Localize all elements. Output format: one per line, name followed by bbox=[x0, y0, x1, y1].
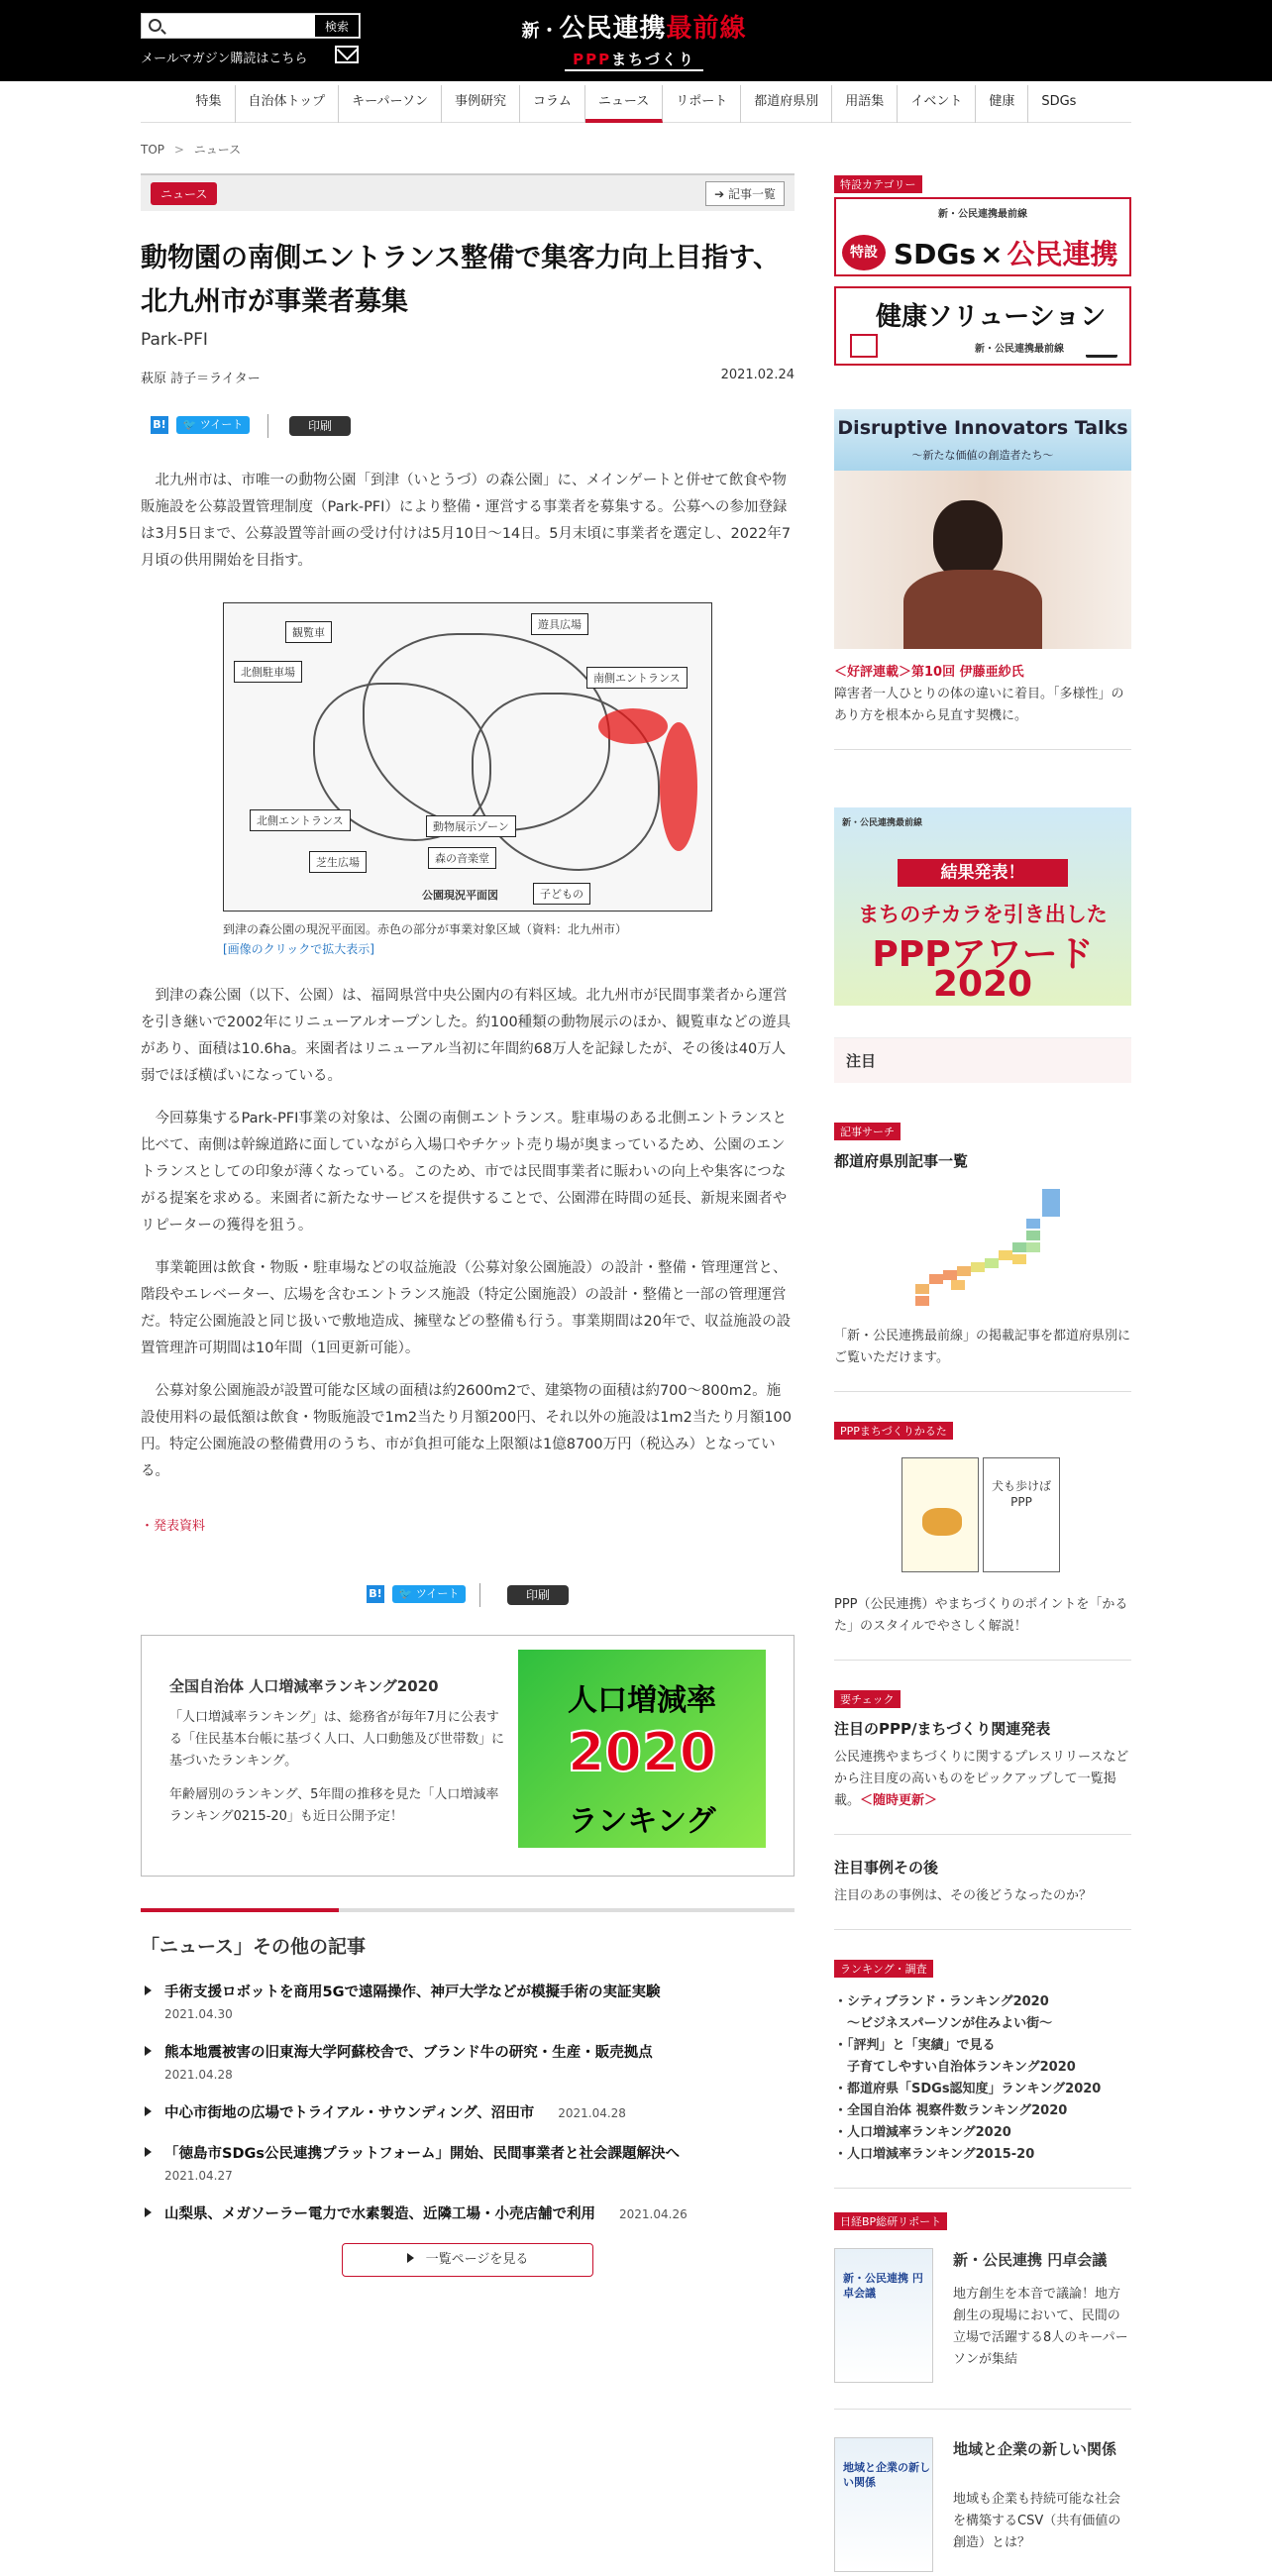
map-label: 森の音楽堂 bbox=[428, 847, 496, 869]
map-label: 芝生広場 bbox=[309, 851, 367, 873]
map-label: 子どもの bbox=[533, 883, 590, 905]
map-label: 南側エントランス bbox=[586, 667, 688, 689]
report-title[interactable]: 地域と企業の新しい関係 bbox=[953, 2440, 1117, 2458]
divider bbox=[834, 1660, 1131, 1661]
target-area-highlight bbox=[598, 708, 668, 744]
nav-item-jichitai[interactable]: 自治体トップ bbox=[236, 85, 340, 123]
ranking-item[interactable]: ・人口増減率ランキング2020 bbox=[834, 2125, 1011, 2140]
tokusetsu-badge: 特設 bbox=[842, 235, 886, 270]
divider bbox=[834, 2409, 1131, 2410]
map-heading: 公園現況平面図 bbox=[422, 889, 498, 902]
map-label: 北側エントランス bbox=[250, 809, 351, 831]
park-map-image[interactable] bbox=[223, 602, 712, 912]
news-title[interactable]: 山梨県、メガソーラー電力で水素製造、近隣工場・小売店舗で利用 bbox=[164, 2206, 595, 2222]
dit-subtitle: 〜新たな価値の創造者たち〜 bbox=[911, 449, 1054, 462]
article-title: 動物園の南側エントランス整備で集客力向上目指す、北九州市が事業者募集 bbox=[141, 243, 781, 317]
karuta-desc: PPP（公民連携）やまちづくりのポイントを「かるた」のスタイルでやさしく解説！ bbox=[834, 1597, 1128, 1634]
category-badge[interactable]: ニュース bbox=[151, 182, 217, 205]
share-bar-bottom bbox=[141, 1583, 795, 1607]
article-paragraph-5: 公募対象公園施設が設置可能な区域の面積は約2600m2で、建築物の面積は約700〜800m2。施設使用料の最低額は飲食・物販施設で1m2当たり月額200円、それ以外の施設は1m2当たり月額100円。特定公園施設の整備費用のうち、市が負担可能な上限額は1億8700万円（税込み）となっている。 bbox=[141, 1383, 792, 1479]
report-desc: 地方創生を本音で議論！地方創生の現場において、民間の立場で活躍する8人のキーパーソンが集結 bbox=[953, 2287, 1128, 2367]
ranking-item[interactable]: ・シティブランド・ランキング2020 bbox=[834, 1994, 1049, 2009]
news-date: 2021.04.28 bbox=[558, 2106, 626, 2120]
tweet-label: ツイート bbox=[415, 1587, 460, 1600]
news-date: 2021.04.30 bbox=[164, 2007, 233, 2021]
breadcrumb bbox=[141, 141, 241, 158]
tweet-label: ツイート bbox=[199, 418, 244, 431]
article-main bbox=[141, 173, 795, 2277]
divider bbox=[834, 1929, 1131, 1930]
logo-ppp: PPP bbox=[573, 51, 612, 68]
breadcrumb-current: ニュース bbox=[193, 143, 242, 157]
nav-item-health[interactable]: 健康 bbox=[976, 85, 1028, 123]
promo-title: 全国自治体 人口増減率ランキング2020 bbox=[169, 1677, 439, 1695]
ppp-label: 公民連携 bbox=[1007, 238, 1118, 270]
award-text-b: PPPアワード bbox=[872, 934, 1094, 975]
ranking-badge: ランキング・調査 bbox=[834, 1960, 933, 1978]
article-list-label: 記事一覧 bbox=[727, 187, 776, 201]
author: 萩原 詩子＝ライター bbox=[141, 372, 261, 386]
other-articles-list bbox=[141, 1981, 795, 2223]
nav-item-event[interactable]: イベント bbox=[898, 85, 976, 123]
health-label: 健康 bbox=[876, 302, 928, 332]
promo-image-text-c: ランキング bbox=[568, 1804, 716, 1839]
article-list-button[interactable]: ➔ 記事一覧 bbox=[705, 181, 785, 206]
map-label: 観覧車 bbox=[285, 621, 332, 643]
nav-item-glossary[interactable]: 用語集 bbox=[832, 85, 898, 123]
news-item[interactable] bbox=[141, 2041, 795, 2082]
sidebar bbox=[834, 173, 1131, 2576]
sdgs-banner[interactable] bbox=[834, 197, 1131, 276]
prefecture-section bbox=[834, 1121, 1131, 1369]
dit-banner[interactable] bbox=[834, 409, 1131, 471]
tweet-button[interactable]: 🐦 ツイート bbox=[392, 1585, 466, 1603]
karuta-image[interactable] bbox=[901, 1457, 1064, 1586]
sonogo-title[interactable]: 注目事例その後 bbox=[834, 1859, 939, 1877]
ranking-item[interactable]: 〜ビジネスパーソンが住みよい街〜 bbox=[834, 2016, 1053, 2031]
check-desc: 公民連携やまちづくりに関するプレスリリースなどから注目度の高いものをピックアップして一覧掲載。 bbox=[834, 1750, 1129, 1808]
mail-icon[interactable] bbox=[335, 46, 359, 63]
health-solution-banner[interactable] bbox=[834, 286, 1131, 366]
news-item[interactable] bbox=[141, 2101, 795, 2122]
news-date: 2021.04.28 bbox=[164, 2068, 233, 2082]
logo-machi: まちづくり bbox=[611, 51, 695, 68]
nav-item-news[interactable]: ニュース bbox=[585, 85, 663, 123]
map-label: 動物展示ゾーン bbox=[426, 815, 516, 837]
check-title[interactable]: 注目のPPP/まちづくり関連発表 bbox=[834, 1720, 1051, 1738]
report-cover[interactable] bbox=[834, 2437, 933, 2572]
section-divider bbox=[141, 1908, 795, 1912]
divider bbox=[834, 1391, 1131, 1392]
prefecture-title[interactable]: 都道府県別記事一覧 bbox=[834, 1152, 969, 1170]
report-item[interactable] bbox=[834, 2437, 1131, 2576]
dit-title: Disruptive Innovators Talks bbox=[837, 417, 1128, 439]
image-caption bbox=[223, 919, 712, 959]
print-button[interactable]: 印刷 bbox=[507, 1585, 569, 1605]
check-update: ＜随時更新＞ bbox=[860, 1793, 938, 1808]
sonogo-desc: 注目のあの事例は、その後どうなったのか？ bbox=[834, 1888, 1093, 1903]
divider bbox=[834, 2188, 1131, 2189]
search-icon bbox=[149, 19, 161, 32]
enlarge-image-link[interactable]: [画像のクリックで拡大表示] bbox=[223, 942, 374, 956]
article-date: 2021.02.24 bbox=[720, 368, 795, 382]
report-section bbox=[834, 2210, 1131, 2576]
award-ribbon: 結果発表！ bbox=[898, 859, 1068, 887]
cover-title: 新・公民連携 円卓会議 bbox=[843, 2272, 923, 2300]
ranking-item[interactable]: ・「評判」と「実績」で見る bbox=[834, 2038, 996, 2053]
special-category-badge: 特設カテゴリー bbox=[834, 175, 922, 193]
sonogo-section bbox=[834, 1857, 1131, 1907]
map-label: 北側駐車場 bbox=[234, 661, 302, 683]
news-title[interactable]: 「徳島市SDGs公民連携プラットフォーム」開始、民間事業者と社会課題解決へ bbox=[164, 2146, 681, 2162]
dit-description: 障害者一人ひとりの体の違いに着目。「多様性」のあり方を根本から見直す契機に。 bbox=[834, 687, 1124, 723]
article-paragraph-4: 事業範囲は飲食・物販・駐車場などの収益施設（公募対象公園施設）の設計・整備・管理運営と、階段やエレベーター、広場を含むエントランス施設（特定公園施設）の設計・整備と一部の管理運営だ。特定公園施設と同じ扱いで敷地造成、擁壁などの整備も行う。事業期間は20年で、収益施設の設置管理許可期間は10年間（1回更新可能）。 bbox=[141, 1260, 792, 1356]
report-title[interactable]: 新・公民連携 円卓会議 bbox=[953, 2251, 1108, 2269]
karuta-picture-card bbox=[901, 1457, 979, 1572]
search-input[interactable] bbox=[141, 13, 361, 39]
press-release-link[interactable]: ・発表資料 bbox=[141, 1519, 206, 1534]
dog-icon bbox=[922, 1508, 962, 1536]
karuta-badge: PPPまちづくりかるた bbox=[834, 1422, 953, 1440]
news-item[interactable] bbox=[141, 2202, 795, 2223]
dit-episode: 第10回 伊藤亜紗氏 bbox=[911, 665, 1024, 680]
logo-prefix: 新・ bbox=[521, 21, 560, 42]
ranking-item[interactable]: ・人口増減率ランキング2015-20 bbox=[834, 2147, 1035, 2162]
ranking-promo[interactable] bbox=[141, 1635, 795, 1877]
cover-title: 地域と企業の新しい関係 bbox=[843, 2461, 930, 2489]
chumoku-heading: 注目 bbox=[834, 1037, 1131, 1083]
karuta-text-card: 犬も歩けばPPP bbox=[983, 1457, 1060, 1572]
category-bar bbox=[141, 173, 795, 211]
report-desc: 地域も企業も持続可能な社会を構築するCSV（共有価値の創造）とは？ bbox=[953, 2492, 1121, 2550]
promo-text-1: 「人口増減率ランキング」は、総務省が毎年7月に公表する「住民基本台帳に基づく人口、人口動態及び世帯数」に基づいたランキング。 bbox=[169, 1710, 505, 1769]
article-paragraph-1: 北九州市は、市唯一の動物公園「到津（いとうづ）の森公園」に、メインゲートと併せて飲食や物販施設を公募設置管理制度（Park-PFI）により整備・運営する事業者を募集する。公募への参加登録は3月5日まで、公募設置等計画の受け付けは5月10日〜14日。5月末頃に事業者を選定し、2022年7月頃の供用開始を目指す。 bbox=[141, 473, 792, 569]
prefecture-desc: 「新・公民連携最前線」の掲載記事を都道府県別にご覧いただけます。 bbox=[834, 1329, 1131, 1365]
nav-item-column[interactable]: コラム bbox=[520, 85, 585, 123]
hatena-bookmark-button[interactable]: B! bbox=[151, 416, 168, 434]
banner-small-logo: 新・公民連携最前線 bbox=[975, 344, 1064, 355]
first-aid-icon bbox=[850, 334, 878, 358]
hatena-bookmark-button[interactable]: B! bbox=[367, 1585, 384, 1603]
ranking-section bbox=[834, 1958, 1131, 2166]
breadcrumb-sep: > bbox=[173, 143, 184, 157]
ranking-list bbox=[834, 1991, 1131, 2166]
promo-text-2: 年齢層別のランキング、5年間の推移を見た「人口増減率ランキング0215-20」も近日公開予定！ bbox=[169, 1787, 499, 1824]
japan-map-icon[interactable] bbox=[903, 1189, 1062, 1318]
article-paragraph-2: 到津の森公園（以下、公園）は、福岡県営中央公園内の有料区域。北九州市が民間事業者から運営を引き継いで2002年にリニューアルオープンした。約100種類の動物展示のほか、観覧車などの遊具があり、面積は10.6ha。来園者はリニューアル当初に年間約68万人を記録したが、その後は40万人弱でほぼ横ばいになっている。 bbox=[141, 988, 792, 1084]
solution-label: ソリューション bbox=[927, 302, 1107, 332]
global-nav bbox=[141, 85, 1131, 123]
ppp-award-banner[interactable] bbox=[834, 807, 1131, 1006]
report-item[interactable] bbox=[834, 2248, 1131, 2387]
search-button[interactable]: 検索 bbox=[314, 14, 360, 38]
nav-item-report[interactable]: リポート bbox=[663, 85, 741, 123]
divider bbox=[834, 749, 1131, 750]
promo-image[interactable] bbox=[518, 1650, 766, 1848]
print-button[interactable]: 印刷 bbox=[289, 416, 351, 436]
site-logo[interactable] bbox=[515, 8, 753, 73]
nav-item-jirei[interactable]: 事例研究 bbox=[442, 85, 520, 123]
banner-small-logo: 新・公民連携最前線 bbox=[938, 209, 1027, 220]
share-bar bbox=[141, 414, 795, 438]
award-text-a: まちのチカラを引き出した bbox=[858, 903, 1108, 926]
divider bbox=[834, 1834, 1131, 1835]
news-item[interactable] bbox=[141, 2142, 795, 2183]
check-badge: 要チェック bbox=[834, 1690, 901, 1708]
share-divider bbox=[267, 414, 268, 438]
logo-red: 最前線 bbox=[666, 14, 747, 44]
other-articles-title: 「ニュース」その他の記事 bbox=[141, 1936, 367, 1958]
nav-item-prefecture[interactable]: 都道府県別 bbox=[741, 85, 832, 123]
share-divider bbox=[479, 1583, 480, 1607]
person-photo-body bbox=[903, 570, 1042, 649]
promo-image-text-b: 2020 bbox=[567, 1721, 717, 1783]
news-title[interactable]: 中心市街地の広場でトライアル・サウンディング、沼田市 bbox=[164, 2105, 535, 2121]
award-logo: 新・公民連携最前線 bbox=[842, 818, 923, 828]
article-search-badge: 記事サーチ bbox=[834, 1123, 901, 1140]
report-cover[interactable] bbox=[834, 2248, 933, 2383]
nav-item-tokushu[interactable]: 特集 bbox=[183, 85, 236, 123]
karuta-section bbox=[834, 1420, 1131, 1638]
dit-series-label: ＜好評連載＞ bbox=[834, 665, 912, 680]
cross-label: × bbox=[980, 238, 1004, 270]
person-photo-head bbox=[933, 500, 1003, 580]
ranking-item[interactable]: ・都道府県「SDGs認知度」ランキング2020 bbox=[834, 2082, 1102, 2096]
map-label: 遊具広場 bbox=[531, 613, 588, 635]
promo-image-text-a: 人口増減率 bbox=[568, 1683, 716, 1718]
caption-text: 到津の森公園の現況平面図。赤色の部分が事業対象区域（資料：北九州市） bbox=[223, 922, 628, 936]
article-paragraph-3: 今回募集するPark-PFI事業の対象は、公園の南側エントランス。駐車場のある北側エントランスと比べて、南側は幹線道路に面していながら入場口やチケット売り場が奥まっているため、公園のエントランスとしての印象が薄くなっている。このため、市では民間事業者に賑わいの向上や集客につながる提案を求める。来園者に新たなサービスを提供することで、公園滞在時間の延長、新規来園者やリピーターの獲得を狙う。 bbox=[141, 1111, 788, 1234]
news-date: 2021.04.27 bbox=[164, 2169, 233, 2183]
sdgs-label: SDGs bbox=[894, 238, 977, 270]
target-area-highlight bbox=[660, 722, 697, 851]
mail-magazine-link[interactable]: メールマガジン購読はこちら bbox=[141, 52, 308, 66]
bicycle-icon bbox=[1086, 334, 1117, 358]
nav-item-sdgs[interactable]: SDGs bbox=[1041, 94, 1077, 109]
news-date: 2021.04.26 bbox=[619, 2207, 688, 2221]
dit-headline[interactable] bbox=[834, 661, 1131, 680]
dit-photo[interactable] bbox=[834, 471, 1131, 649]
ranking-item[interactable]: 子育てしやすい自治体ランキング2020 bbox=[834, 2060, 1076, 2075]
article-subtitle: Park-PFI bbox=[141, 330, 208, 350]
press-check-section bbox=[834, 1688, 1131, 1812]
news-item[interactable] bbox=[141, 1981, 795, 2021]
news-title[interactable]: 手術支援ロボットを商用5Gで遠隔操作、神戸大学などが模擬手術の実証実験 bbox=[164, 1985, 661, 2000]
site-header bbox=[0, 0, 1272, 81]
ranking-item[interactable]: ・全国自治体 視察件数ランキング2020 bbox=[834, 2103, 1068, 2118]
award-text-c: 2020 bbox=[932, 964, 1033, 1005]
view-list-button[interactable]: 一覧ページを見る bbox=[342, 2243, 593, 2277]
news-title[interactable]: 熊本地震被害の旧東海大学阿蘇校舎で、ブランド牛の研究・生産・販売拠点 bbox=[164, 2045, 653, 2061]
tweet-button[interactable]: 🐦 ツイート bbox=[176, 416, 250, 434]
logo-main: 公民連携 bbox=[559, 14, 667, 44]
report-badge: 日経BP総研リポート bbox=[834, 2212, 947, 2230]
nav-item-keyperson[interactable]: キーパーソン bbox=[339, 85, 442, 123]
breadcrumb-top[interactable]: TOP bbox=[141, 143, 165, 157]
author-row bbox=[141, 368, 795, 386]
